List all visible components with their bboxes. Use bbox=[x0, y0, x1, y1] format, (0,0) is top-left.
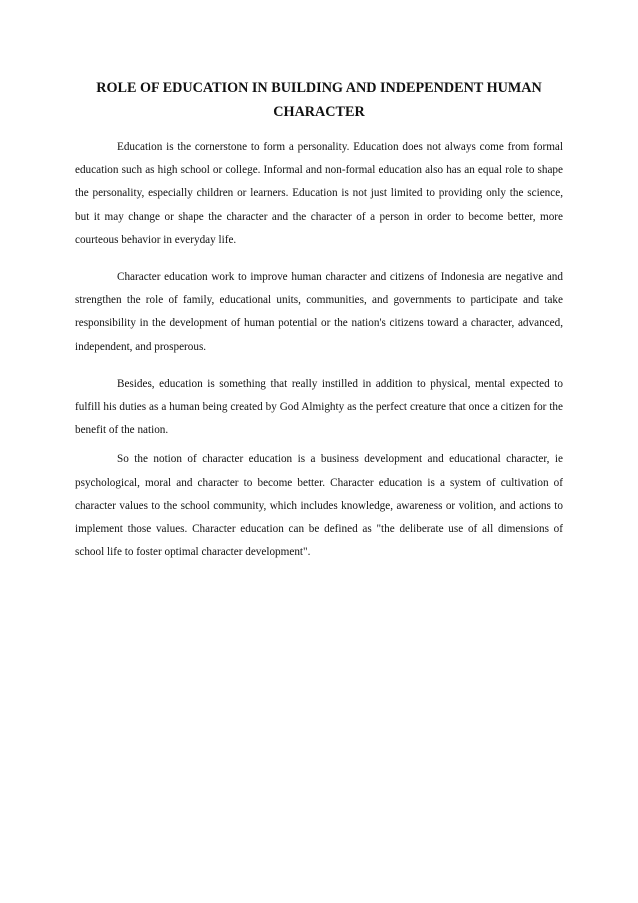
paragraph-2: Character education work to improve human character and citizens of Indonesia are negative and strengthen the role of family, educational units, communities, and governments to participate and take responsibility in the development of human potential or the nation's citizens toward a character, advanced, independent, and prosperous. bbox=[75, 271, 563, 353]
paragraph-1: Education is the cornerstone to form a personality. Education does not always come from formal education such as high school or college. Informal and non-formal education also has an equal role to shape the personality, especially children or learners. Education is not just limited to providing only the science, but it may change or shape the character and the character of a person in order to become better, more courteous behavior in everyday life. bbox=[75, 141, 563, 246]
document-body bbox=[75, 76, 563, 564]
paragraph-4: So the notion of character education is a business development and educational character, ie psychological, moral and character to become better. Character education is a system of cultivation of character values to the school community, which includes knowledge, awareness or volition, and actions to implement those values. Character education can be defined as "the deliberate use of all dimensions of school life to foster optimal character development". bbox=[75, 453, 563, 559]
paragraph-3: Besides, education is something that really instilled in addition to physical, mental expected to fulfill his duties as a human being created by God Almighty as the perfect creature that once a citizen for the benefit of the nation. bbox=[75, 377, 563, 437]
document-title: ROLE OF EDUCATION IN BUILDING AND INDEPENDENT HUMAN CHARACTER bbox=[96, 80, 542, 120]
